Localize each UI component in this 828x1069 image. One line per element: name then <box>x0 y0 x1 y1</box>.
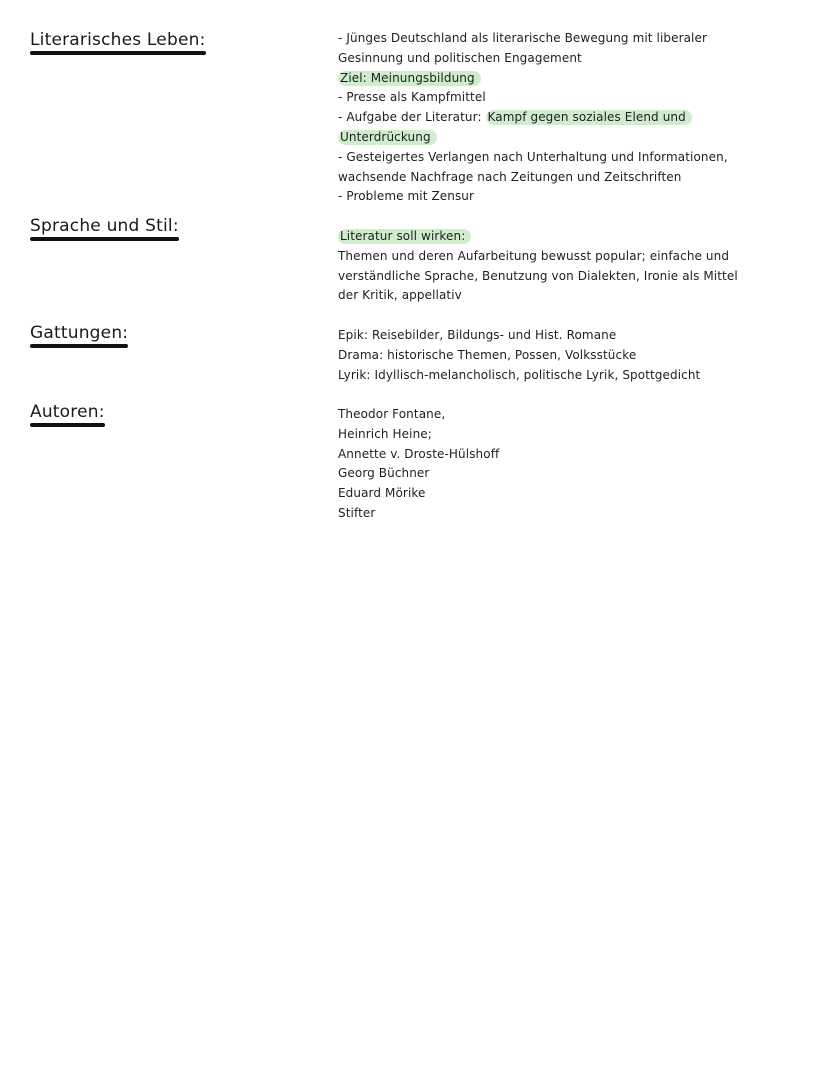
heading-underline <box>30 237 179 241</box>
text-line: Themen und deren Aufarbeitung bewusst popular; einfache und <box>338 248 730 263</box>
section-content <box>338 29 778 207</box>
highlighted-text: Literatur soll wirken: <box>338 229 471 244</box>
text-line: Heinrich Heine; <box>338 426 432 441</box>
text-line: - Probleme mit Zensur <box>338 189 475 204</box>
text-line: der Kritik, appellativ <box>338 288 462 303</box>
text-line <box>338 69 778 89</box>
text-line: Lyrik: Idyllisch-melancholisch, politische Lyrik, Spottgedicht <box>338 367 701 382</box>
text-line: Gesinnung und politischen Engagement <box>338 50 582 65</box>
text-line: - Gesteigertes Verlangen nach Unterhaltung und Informationen, <box>338 149 728 164</box>
section-heading-text: Sprache und Stil: <box>30 216 179 236</box>
highlighted-text: Unterdrückung <box>338 130 437 145</box>
section-heading <box>30 323 128 348</box>
text-line: Epik: Reisebilder, Bildungs- und Hist. Romane <box>338 328 617 342</box>
section-content <box>338 227 778 306</box>
section-content <box>338 405 778 524</box>
text-line: Stifter <box>338 505 376 520</box>
heading-underline <box>30 51 206 55</box>
text-line: Drama: historische Themen, Possen, Volksstücke <box>338 347 637 362</box>
highlighted-text: Ziel: Meinungsbildung <box>338 71 481 86</box>
text-line <box>338 227 778 247</box>
section-heading <box>30 30 206 55</box>
section-heading-text: Literarisches Leben: <box>30 30 206 50</box>
text-line: Eduard Mörike <box>338 486 426 501</box>
text-line: - Jünges Deutschland als literarische Bewegung mit liberaler <box>338 31 708 45</box>
text-line: wachsende Nachfrage nach Zeitungen und Zeitschriften <box>338 169 682 184</box>
section-heading <box>30 216 179 241</box>
text-line: Annette v. Droste-Hülshoff <box>338 446 500 461</box>
text-line: Theodor Fontane, <box>338 407 446 421</box>
text-line <box>338 108 778 128</box>
highlighted-text: Kampf gegen soziales Elend und <box>486 110 692 125</box>
text-line: verständliche Sprache, Benutzung von Dialekten, Ironie als Mittel <box>338 268 738 283</box>
text-line: Georg Büchner <box>338 466 430 481</box>
heading-underline <box>30 344 128 348</box>
heading-underline <box>30 423 105 427</box>
section-content <box>338 326 778 385</box>
text-line <box>338 128 778 148</box>
text-line: - Presse als Kampfmittel <box>338 90 486 105</box>
section-heading-text: Gattungen: <box>30 323 129 343</box>
section-heading-text: Autoren: <box>30 402 105 422</box>
line-text: - Aufgabe der Literatur: <box>338 110 486 125</box>
section-heading <box>30 402 105 427</box>
